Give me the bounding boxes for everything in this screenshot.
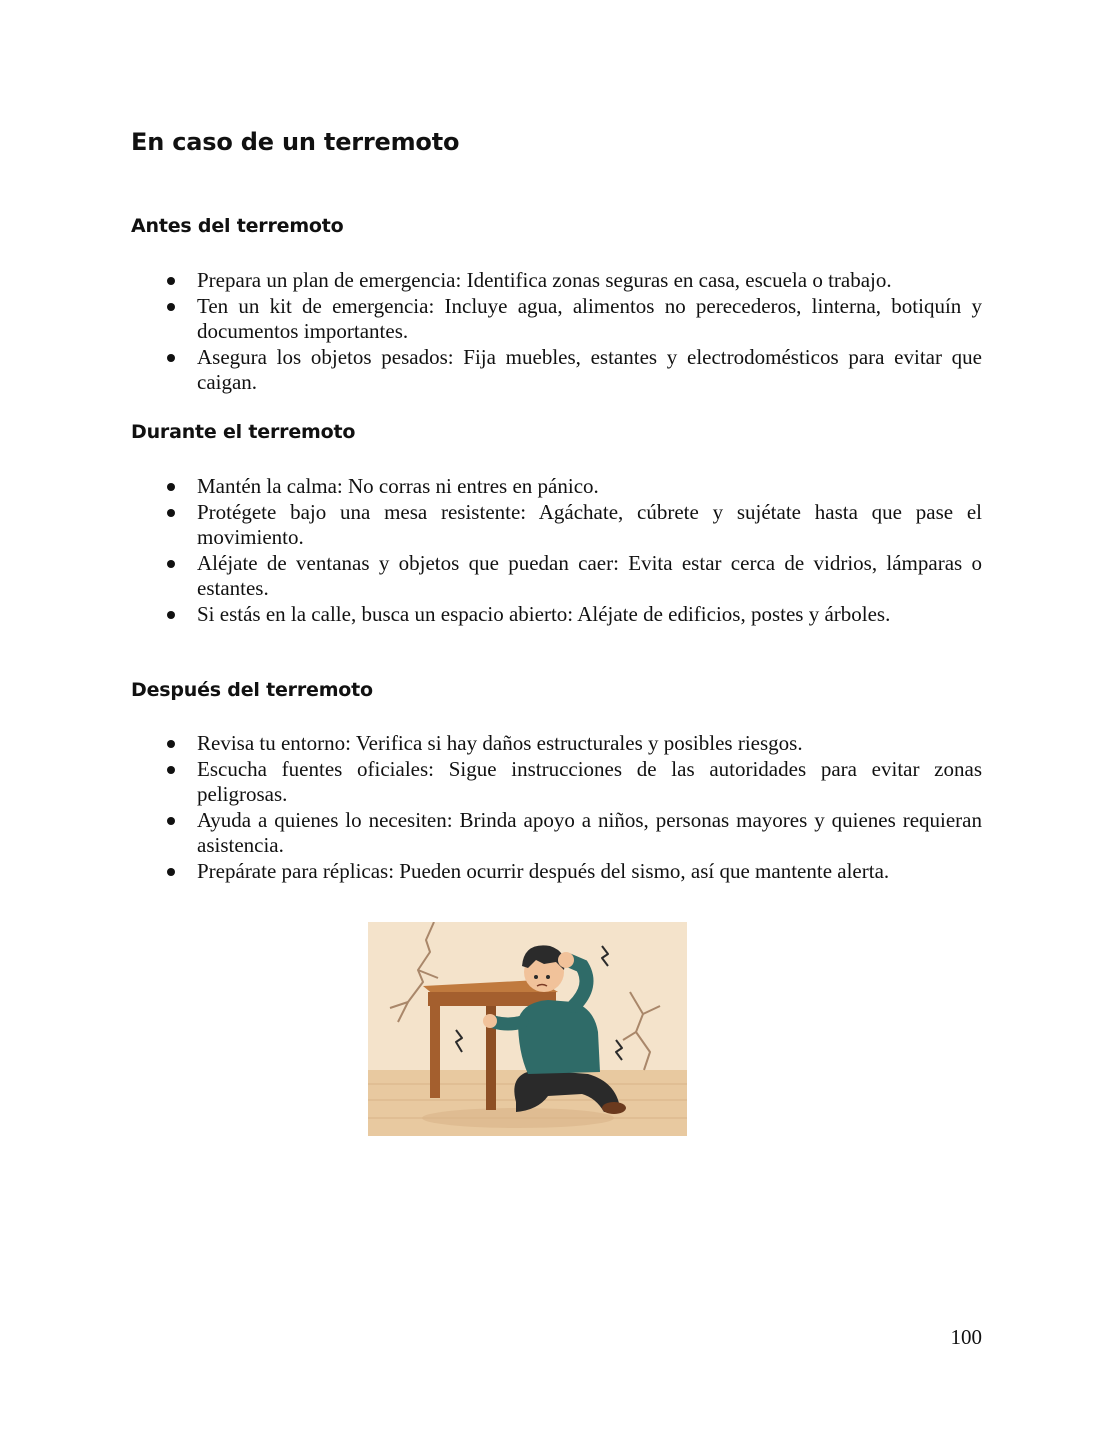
list-item: Si estás en la calle, busca un espacio abierto: Aléjate de edificios, postes y árboles. xyxy=(160,602,982,627)
section-heading-antes: Antes del terremoto xyxy=(131,215,344,237)
list-item: Ten un kit de emergencia: Incluye agua, alimentos no perecederos, linterna, botiquín y documentos importantes. xyxy=(160,294,982,344)
page-number: 100 xyxy=(950,1325,982,1349)
bullet-list-durante xyxy=(160,474,982,628)
list-item: Prepara un plan de emergencia: Identifica zonas seguras en casa, escuela o trabajo. xyxy=(160,268,982,293)
list-item: Asegura los objetos pesados: Fija muebles, estantes y electrodomésticos para evitar que caigan. xyxy=(160,345,982,395)
bullet-list-antes xyxy=(160,268,982,396)
earthquake-illustration xyxy=(368,922,687,1136)
list-item: Mantén la calma: No corras ni entres en pánico. xyxy=(160,474,982,499)
list-item: Aléjate de ventanas y objetos que puedan caer: Evita estar cerca de vidrios, lámparas o estantes. xyxy=(160,551,982,601)
page-title: En caso de un terremoto xyxy=(131,128,460,156)
list-item: Protégete bajo una mesa resistente: Agáchate, cúbrete y sujétate hasta que pase el movimiento. xyxy=(160,500,982,550)
list-item: Escucha fuentes oficiales: Sigue instrucciones de las autoridades para evitar zonas peligrosas. xyxy=(160,757,982,807)
list-item: Ayuda a quienes lo necesiten: Brinda apoyo a niños, personas mayores y quienes requieran asistencia. xyxy=(160,808,982,858)
list-item: Revisa tu entorno: Verifica si hay daños estructurales y posibles riesgos. xyxy=(160,731,982,756)
list-item: Prepárate para réplicas: Pueden ocurrir después del sismo, así que mantente alerta. xyxy=(160,859,982,884)
bullet-list-despues xyxy=(160,731,982,885)
section-heading-durante: Durante el terremoto xyxy=(131,421,356,443)
section-heading-despues: Después del terremoto xyxy=(131,679,373,701)
